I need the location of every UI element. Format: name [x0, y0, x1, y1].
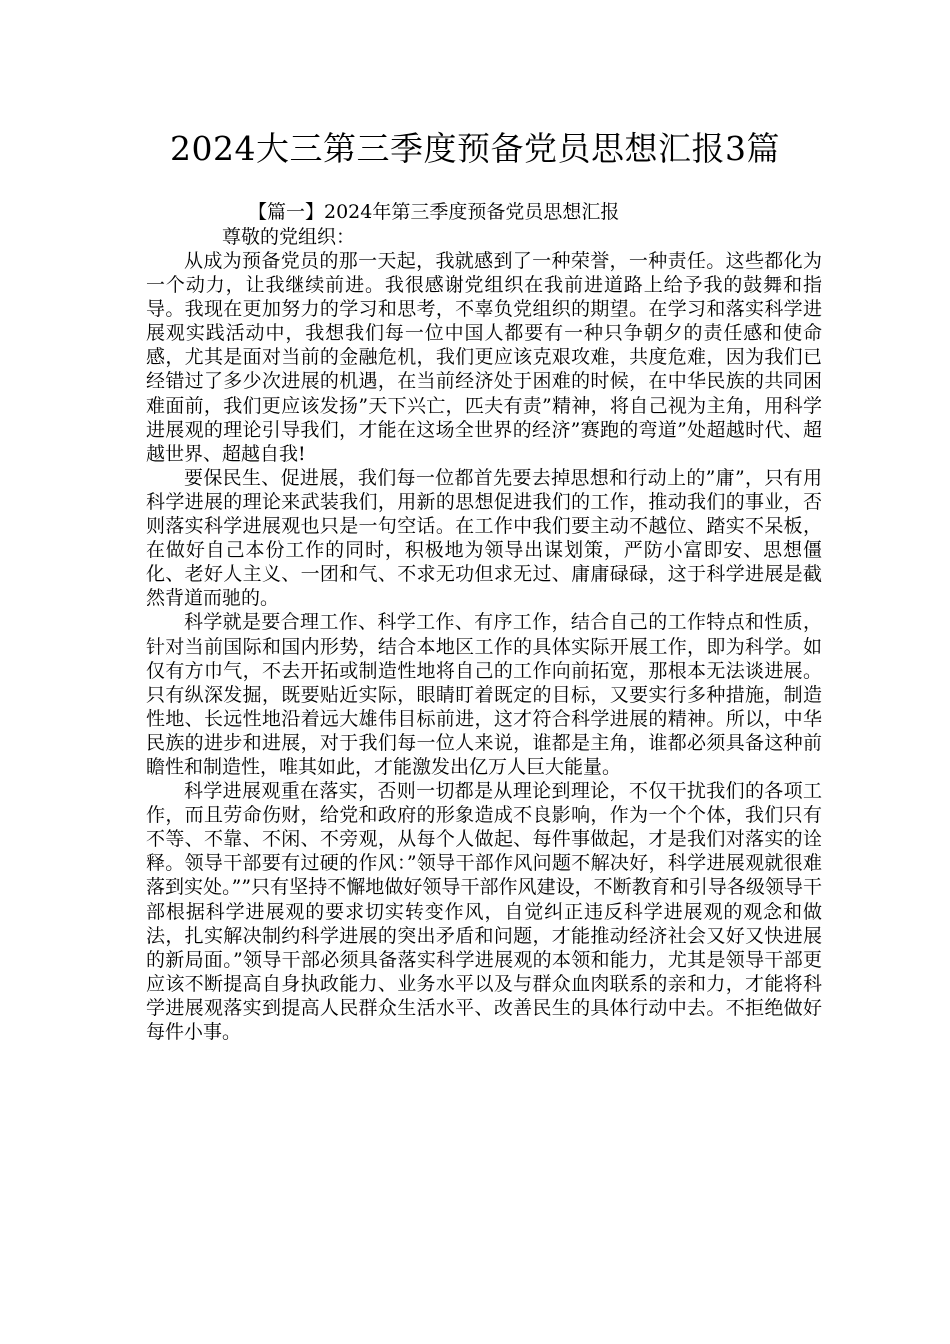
salutation: 尊敬的党组织：: [222, 226, 356, 248]
body-text: [146, 249, 822, 1044]
paragraph: 科学就是要合理工作、科学工作、有序工作，结合自己的工作特点和性质，针对当前国际和国内形势，结合本地区工作的具体实际开展工作，即为科学。如仅有方巾气，不去开拓或制造性地将自己的工作向前拓宽，那根本无法谈进展。只有纵深发掘，既要贴近实际，眼睛盯着既定的目标，又要实行多种措施，制造性地、长远性地沿着远大雄伟目标前进，这才符合科学进展的精神。所以，中华民族的进步和进展，对于我们每一位人来说，谁都是主角，谁都必须具备这种前瞻性和制造性，唯其如此，才能激发出亿万人巨大能量。: [146, 611, 822, 778]
document-title: 2024大三第三季度预备党员思想汇报3篇: [170, 129, 780, 168]
paragraph: 从成为预备党员的那一天起，我就感到了一种荣誉，一种责任。这些都化为一个动力，让我继续前进。我很感谢党组织在我前进道路上给予我的鼓舞和指导。我现在更加努力的学习和思考，不辜负党组织的期望。在学习和落实科学进展观实践活动中，我想我们每一位中国人都要有一种只争朝夕的责任感和使命感，尤其是面对当前的金融危机，我们更应该克艰攻难，共度危难，因为我们已经错过了多少次进展的机遇，在当前经济处于困难的时候，在中华民族的共同困难面前，我们更应该发扬”天下兴亡，匹夫有责”精神，将自己视为主角，用科学进展观的理论引导我们，才能在这场全世界的经济”赛跑的弯道”处超越时代、超越世界、超越自我!: [146, 250, 822, 465]
paragraph: 科学进展观重在落实，否则一切都是从理论到理论，不仅干扰我们的各项工作，而且劳命伤财，给党和政府的形象造成不良影响，作为一个个体，我们只有不等、不靠、不闲、不旁观，从每个人做起、每件事做起，才是我们对落实的诠释。领导干部要有过硬的作风：”领导干部作风问题不解决好，科学进展观就很难落到实处。””只有坚持不懈地做好领导干部作风建设，不断教育和引导各级领导干部根据科学进展观的要求切实转变作风，自觉纠正违反科学进展观的观念和做法，扎实解决制约科学进展的突出矛盾和问题，才能推动经济社会又好又快进展的新局面。”领导干部必须具备落实科学进展观的本领和能力，尤其是领导干部更应该不断提高自身执政能力、业务水平以及与群众血肉联系的亲和力，才能将科学进展观落实到提高人民群众生活水平、改善民生的具体行动中去。不拒绝做好每件小事。: [146, 780, 822, 1043]
paragraph: 要保民生、促进展，我们每一位都首先要去掉思想和行动上的”庸”，只有用科学进展的理论来武装我们，用新的思想促进我们的工作，推动我们的事业，否则落实科学进展观也只是一句空话。在工作中我们要主动不越位、踏实不呆板，在做好自己本份工作的同时，积极地为领导出谋划策，严防小富即安、思想僵化、老好人主义、一团和气、不求无功但求无过、庸庸碌碌，这于科学进展是截然背道而驰的。: [146, 466, 822, 610]
section-heading: 【篇一】2024年第三季度预备党员思想汇报: [248, 201, 620, 223]
